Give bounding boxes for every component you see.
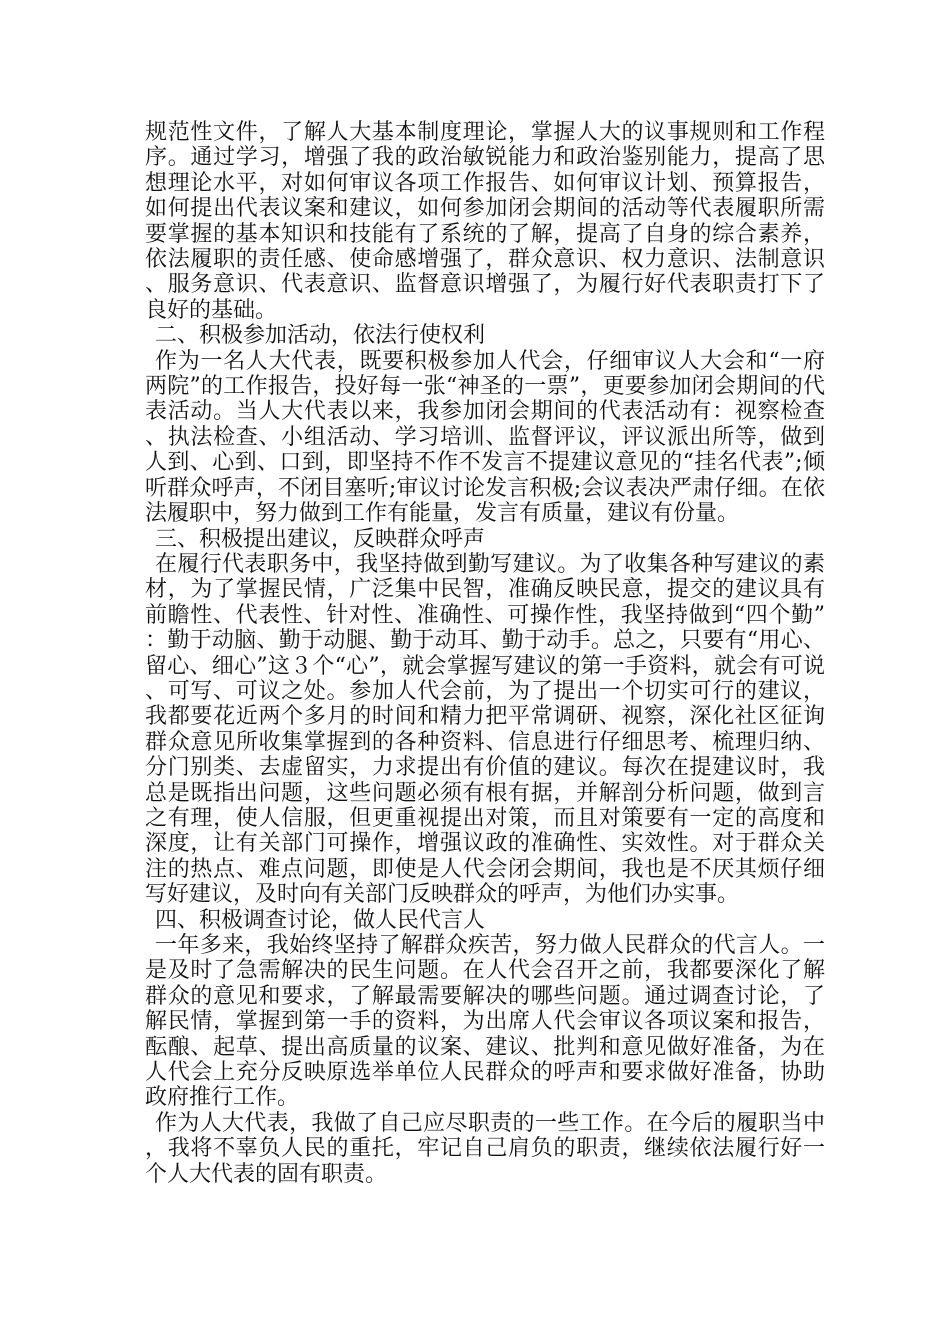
body-paragraph-5: 作为人大代表，我做了自己应尽职责的一些工作。在今后的履职当中，我将不辜负人民的重托，牢记自己肩负的职责，继续依法履行好一个人大代表的固有职责。 <box>145 1110 825 1187</box>
document-page <box>145 120 825 1187</box>
section-heading-3: 三、积极提出建议，反映群众呼声 <box>155 526 486 552</box>
body-paragraph-4: 一年多来，我始终坚持了解群众疾苦，努力做人民群众的代言人。一是及时了急需解决的民生问题。在人代会召开之前，我都要深化了解群众的意见和要求，了解最需要解决的哪些问题。通过调查讨论，了解民情，掌握到第一手的资料，为出席人代会审议各项议案和报告，酝酿、起草、提出高质量的议案、建议、批判和意见做好准备，为在人代会上充分反映原选举单位人民群众的呼声和要求做好准备，协助政府推行工作。 <box>145 933 825 1111</box>
section-heading-2: 二、积极参加活动，依法行使权利 <box>155 323 486 349</box>
body-paragraph-3: 在履行代表职务中，我坚持做到勤写建议。为了收集各种写建议的素材，为了掌握民情，广泛集中民智，准确反映民意，提交的建议具有前瞻性、代表性、针对性、准确性、可操作性，我坚持做到“四个勤”：勤于动脑、勤于动腿、勤于动耳、勤于动手。总之，只要有“用心、留心、细心”这３个“心”，就会掌握写建议的第一手资料，就会有可说、可写、可议之处。参加人代会前，为了提出一个切实可行的建议，我都要花近两个多月的时间和精力把平常调研、视察，深化社区征询群众意见所收集掌握到的各种资料、信息进行仔细思考、梳理归纳、分门别类、去虚留实，力求提出有价值的建议。每次在提建议时，我总是既指出问题，这些问题必须有根有据，并解剖分析问题，做到言之有理，使人信服，但更重视提出对策，而且对策要有一定的高度和深度，让有关部门可操作，增强议政的准确性、实效性。对于群众关注的热点、难点问题，即使是人代会闭会期间，我也是不厌其烦仔细写好建议，及时向有关部门反映群众的呼声，为他们办实事。 <box>145 551 825 908</box>
body-paragraph-2: 作为一名人大代表，既要积极参加人代会，仔细审议人大会和“一府两院”的工作报告，投好每一张“神圣的一票”，更要参加闭会期间的代表活动。当人大代表以来，我参加闭会期间的代表活动有：视察检查、执法检查、小组活动、学习培训、监督评议，评议派出所等，做到人到、心到、口到，即坚持不作不发言不提建议意见的“挂名代表”;倾听群众呼声，不闭目塞听;审议讨论发言积极;会议表决严肃仔细。在依法履职中，努力做到工作有能量，发言有质量，建议有份量。 <box>145 348 825 527</box>
body-paragraph-1: 规范性文件，了解人大基本制度理论，掌握人大的议事规则和工作程序。通过学习，增强了我的政治敏锐能力和政治鉴别能力，提高了思想理论水平，对如何审议各项工作报告、如何审议计划、预算报告，如何提出代表议案和建议，如何参加闭会期间的活动等代表履职所需要掌握的基本知识和技能有了系统的了解，提高了自身的综合素养，依法履职的责任感、使命感增强了，群众意识、权力意识、法制意识、服务意识、代表意识、监督意识增强了，为履行好代表职责打下了良好的基础。 <box>145 120 825 323</box>
section-heading-4: 四、积极调查讨论，做人民代言人 <box>155 907 486 933</box>
